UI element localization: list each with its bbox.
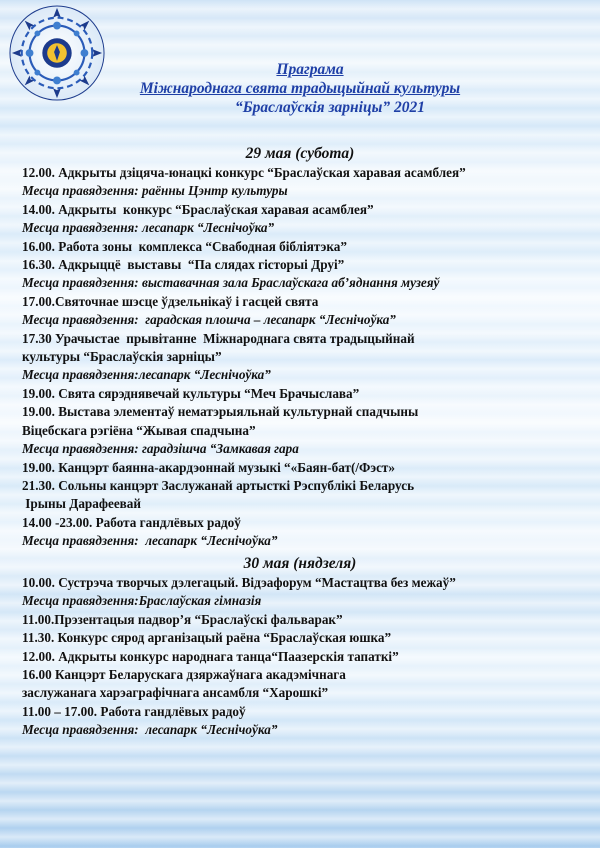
event-line: 19.00. Канцэрт баянна-акардэоннай музыкі “«Баян-бат(/Фэст» bbox=[22, 459, 395, 475]
event-line: 14.00. Адкрыты конкурс “Браслаўская харавая асамблея” bbox=[22, 201, 374, 217]
event-line: заслужанага харэаграфічнага ансамбля “Харошкі” bbox=[22, 685, 329, 701]
event-line: Віцебскага рэгіёна “Жывая спадчына” bbox=[22, 422, 256, 438]
event-line: 16.00 Канцэрт Беларускага дзяржаўнага акадэмічнага bbox=[22, 667, 346, 683]
event-line: 11.30. Конкурс сярод арганізацый раёна “Браслаўская юшка” bbox=[22, 630, 392, 646]
event-line: 10.00. Сустрэча творчых дэлегацый. Відэафорум “Мастацтва без межаў” bbox=[22, 575, 456, 590]
program-title: Прагpама bbox=[276, 61, 344, 78]
venue-line: Месца правядзення: раённы Цэнтр культуры bbox=[22, 183, 288, 199]
event-line: 12.00. Адкрыты конкурс народнага танца“Паазерскія тапаткі” bbox=[22, 648, 399, 664]
venue-line: Месца правядзення: лесапарк “Леснічоўка” bbox=[22, 220, 275, 236]
event-line: Ірыны Дарафеевай bbox=[22, 496, 141, 512]
event-line: 16.30. Адкрыццё выставы “Па слядах гісторыі Друі” bbox=[22, 257, 345, 273]
venue-line: Месца правядзення: лесапарк “Леснічоўка” bbox=[22, 533, 278, 549]
program-header bbox=[0, 60, 600, 117]
day-2-schedule bbox=[22, 574, 592, 740]
venue-line: Месца правядзення: гарадская плошча – лесапарк “Леснічоўка” bbox=[22, 312, 396, 328]
event-line: 17.30 Урачыстае прывітанне Міжнароднага свята традыцыйнай bbox=[22, 330, 415, 346]
event-line: 19.00. Свята сярэднявечай культуры “Меч Брачыслава” bbox=[22, 385, 360, 401]
event-line: 12.00. Адкрыты дзіцяча-юнацкі конкурс “Браслаўская харавая асамблея” bbox=[22, 165, 466, 180]
venue-line: Месца правядзення:Браслаўская гімназія bbox=[22, 593, 262, 609]
day-1-title: 29 мая (субота) bbox=[245, 145, 355, 162]
venue-line: Месца правядзення: лесапарк “Леснічоўка” bbox=[22, 722, 278, 738]
event-line: 19.00. Выстава элементаў нематэрыяльнай культурнай спадчыны bbox=[22, 404, 419, 420]
event-line: 21.30. Сольны канцэрт Заслужанай артысткі Рэспублікі Беларусь bbox=[22, 477, 415, 493]
day-2-title: 30 мая (нядзеля) bbox=[243, 555, 357, 572]
event-line: 11.00.Прэзентацыя падвор’я “Браслаўскі фальварак” bbox=[22, 611, 343, 627]
event-line: 17.00.Святочнае шэсце ўдзельнікаў і гасцей свята bbox=[22, 293, 319, 309]
event-line: 11.00 – 17.00. Работа гандлёвых радоў bbox=[22, 703, 246, 719]
festival-name-line: Міжнароднага свята традыцыйнай культуры bbox=[139, 80, 461, 97]
venue-line: Месца правядзення: гарадзішча “Замкавая гара bbox=[22, 441, 299, 457]
venue-line: Месца правядзення:лесапарк “Леснічоўка” bbox=[22, 367, 271, 383]
event-line: 14.00 -23.00. Работа гандлёвых радоў bbox=[22, 514, 241, 530]
venue-line: Месца правядзення: выставачная зала Браслаўскага аб’яднання музеяў bbox=[22, 275, 440, 291]
day-1-schedule bbox=[22, 164, 592, 551]
event-line: культуры “Браслаўскія зарніцы” bbox=[22, 349, 222, 365]
festival-subtitle-line: “Браслаўскія зарніцы” 2021 bbox=[235, 99, 425, 116]
event-line: 16.00. Работа зоны комплекса “Свабодная бібліятэка” bbox=[22, 238, 347, 254]
